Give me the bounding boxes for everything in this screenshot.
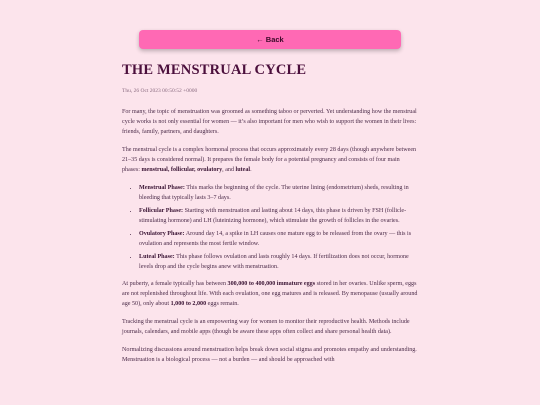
eggs-paragraph: At puberty, a female typically has between 300,000 to 400,000 immature eggs stored in her ovaries. Unlike sperm, eggs are not replenished throughout life. With each ovulation, one egg matures and is released. By menopause (usually around age 50), only about 1,000 to 2,000 eggs remain. — [122, 281, 418, 307]
intro-paragraph: For many, the topic of menstruation was groomed as something taboo or perverted. Yet understanding how the menstrual cycle works is not only essential for women — it’s also important for men who wish to support the women in their lives: friends, family, partners, and daughters. — [122, 109, 417, 135]
back-button[interactable] — [139, 30, 401, 49]
phase-list — [122, 183, 418, 272]
back-button-label: Back — [265, 35, 284, 44]
tracking-paragraph: Tracking the menstrual cycle is an empowering way for women to monitor their reproductive health. Methods include journals, calendars, and mobile apps (though be aware these apps often collect and share personal health data). — [122, 319, 410, 335]
article — [122, 62, 418, 365]
page-title: THE MENSTRUAL CYCLE — [122, 62, 307, 78]
list-item: • Follicular Phase: Starting with menstruation and lasting about 14 days, this phase is driven by FSH (follicle-stimulating hormone) and LH (luteinizing hormone), which stimulate the growth of follicles in the ovaries. — [139, 206, 418, 226]
cycle-paragraph: The menstrual cycle is a complex hormonal process that occurs approximately every 28 days (though anywhere between 21–35 days is considered normal). It prepares the female body for a potential pregnancy and consists of four main phases: menstrual, follicular, ovulatory, and luteal. — [122, 147, 417, 173]
luteal-bold: luteal — [235, 167, 251, 173]
back-arrow-icon: ← — [256, 35, 264, 44]
phases-bold: menstrual, follicular, ovulatory — [141, 167, 223, 173]
post-date: Thu, 26 Oct 2023 00:50:52 +0000 — [122, 88, 198, 94]
list-item: • Ovulatory Phase: Around day 14, a spike in LH causes one mature egg to be released from the ovary — this is ovulation and represents the most fertile window. — [139, 229, 418, 249]
normalizing-paragraph: Normalizing discussions around menstruation helps break down social stigma and promotes empathy and understanding. Menstruation is a biological process — not a burden — and should be approached with — [122, 347, 417, 363]
list-item: • Luteal Phase: This phase follows ovulation and lasts roughly 14 days. If fertilization does not occur, hormone levels drop and the cycle begins anew with menstruation. — [139, 252, 418, 272]
list-item: • Menstrual Phase: This marks the beginning of the cycle. The uterine lining (endometrium) sheds, resulting in bleeding that typically lasts 3–7 days. — [139, 183, 418, 203]
